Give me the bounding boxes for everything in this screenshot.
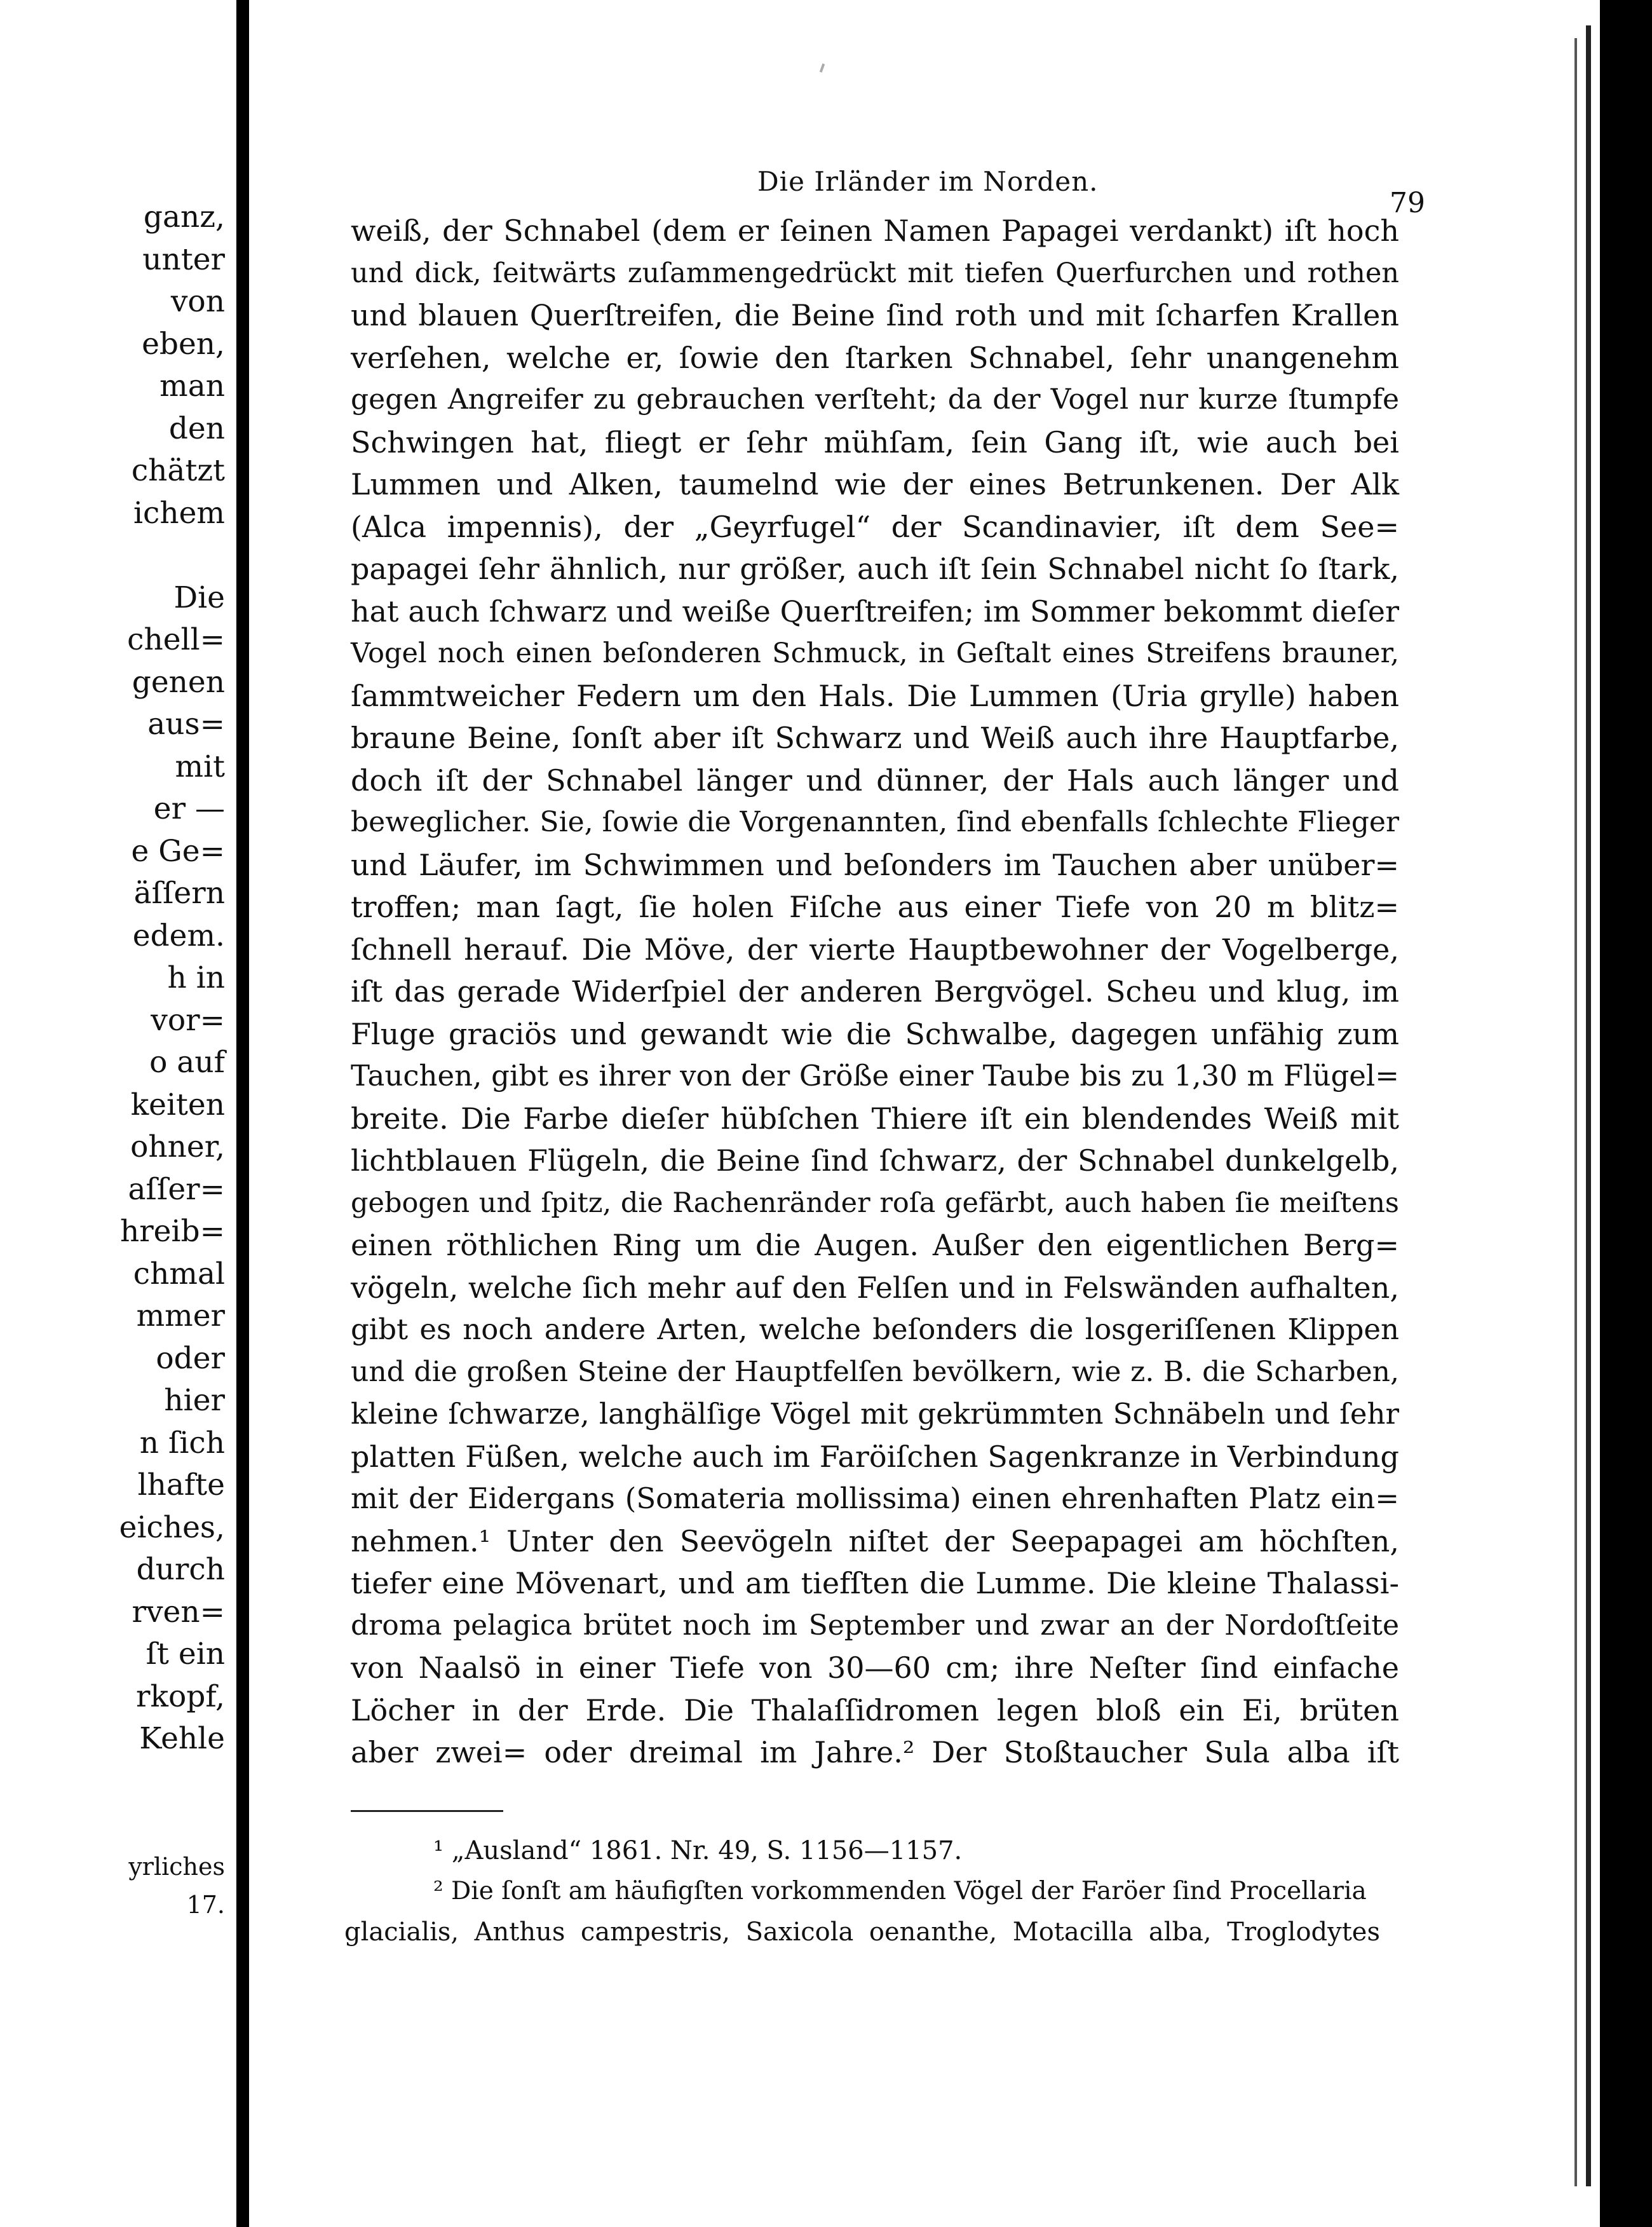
left-page-text-fragment: e Ge= (131, 833, 225, 869)
left-page-text-fragment: durch (136, 1552, 225, 1587)
text-line: Löcher in der Erde. Die Thalaſſidromen legen bloß ein Ei, brüten (351, 1692, 1399, 1727)
left-page-text-fragment: genen (132, 664, 225, 700)
text-line: vögeln, welche ſich mehr auf den Felſen und in Felswänden aufhalten, (351, 1270, 1399, 1305)
text-line: von Naalsö in einer Tiefe von 30—60 cm; ihre Neſter ſind einfache (351, 1651, 1399, 1685)
body-text (351, 210, 1399, 1774)
left-page-text-fragment: lhafte (137, 1468, 225, 1502)
left-facing-page (0, 0, 236, 2227)
text-line: gegen Angreifer zu gebrauchen verſteht; da der Vogel nur kurze ſtumpfe (351, 383, 1399, 416)
page-number: 79 (1390, 187, 1425, 219)
running-head: Die Irländer im Norden. (757, 166, 1099, 197)
left-page-text-fragment: o auf (149, 1045, 225, 1080)
text-line: papagei ſehr ähnlich, nur größer, auch iſt ſein Schnabel nicht ſo ſtark, (351, 552, 1399, 586)
left-page-text-fragment: edem. (132, 918, 225, 953)
left-page-text-fragment: von (170, 284, 225, 319)
text-line: und dick, ſeitwärts zuſammengedrückt mit tiefen Querfurchen und rothen (351, 257, 1399, 289)
text-line: nehmen.¹ Unter den Seevögeln niſtet der Seepapagei am höchſten, (351, 1523, 1399, 1558)
footnotes (344, 1830, 1380, 1952)
left-page-text-fragment: ganz, (143, 200, 225, 235)
text-line: Schwingen hat, fliegt er ſehr mühſam, ſein Gang iſt, wie auch bei (351, 425, 1399, 460)
left-page-text-fragment: ohner, (130, 1129, 225, 1164)
left-page-text-fragment: unter (142, 242, 225, 277)
left-page-text-fragment: äſſern (133, 876, 225, 911)
print-speck (820, 64, 825, 73)
left-page-text-fragment: keiten (130, 1087, 225, 1122)
left-page-text-fragment: hier (164, 1383, 225, 1418)
text-line: braune Beine, ſonſt aber iſt Schwarz und Weiß auch ihre Hauptfarbe, (351, 721, 1399, 755)
page-edge-line (1586, 25, 1591, 2186)
text-line: kleine ſchwarze, langhälſige Vögel mit gekrümmten Schnäbeln und ſehr (351, 1397, 1399, 1431)
left-page-text-fragment: eiches, (119, 1509, 225, 1545)
left-page-footnote-fragment: yrliches (128, 1853, 225, 1881)
text-line: droma pelagica brütet noch im September und zwar an der Nordoſtſeite (351, 1609, 1399, 1642)
text-line: mit der Eidergans (Somateria mollissima) einen ehrenhaften Platz ein= (351, 1481, 1399, 1515)
book-edge (1600, 0, 1652, 2227)
book-page (249, 0, 1574, 2227)
left-page-text-fragment: eben, (142, 326, 225, 362)
footnote-2: ² Die ſonſt am häufigſten vorkommenden Vögel der Faröer ſind Procellaria (433, 1877, 1367, 1905)
footnote-rule (351, 1810, 503, 1812)
left-page-text-fragment: n ſich (139, 1425, 225, 1461)
text-line: ſammtweicher Federn um den Hals. Die Lummen (Uria grylle) haben (351, 678, 1399, 713)
left-page-text-fragment: chell= (127, 622, 225, 657)
text-line: tiefer eine Mövenart, und am tiefſten die Lumme. Die kleine Thalassi- (351, 1566, 1399, 1600)
text-line: Fluge graciös und gewandt wie die Schwalbe, dagegen unfähig zum (351, 1016, 1399, 1051)
text-line: gebogen und ſpitz, die Rachenränder roſa gefärbt, auch haben ſie meiſtens (351, 1187, 1399, 1219)
left-page-footnote-fragment: 17. (186, 1891, 225, 1919)
left-page-text-fragment: chmal (133, 1256, 225, 1291)
text-line: gibt es noch andere Arten, welche beſonders die losgeriſſenen Klippen (351, 1312, 1399, 1346)
left-page-text-fragment: mit (175, 749, 225, 784)
text-line: aber zwei= oder dreimal im Jahre.² Der Stoßtaucher Sula alba iſt (351, 1735, 1399, 1769)
left-page-text-fragment: er — (153, 791, 225, 826)
left-page-text-fragment: oder (156, 1340, 225, 1376)
text-line: Tauchen, gibt es ihrer von der Größe einer Taube bis zu 1,30 m Flügel= (351, 1059, 1399, 1093)
left-page-text-fragment: hreib= (119, 1214, 225, 1249)
page-gutter (236, 0, 249, 2227)
text-line: (Alca impennis), der „Geyrfugel“ der Scandinavier, iſt dem See= (351, 509, 1399, 544)
left-page-text-fragment: Kehle (139, 1721, 225, 1756)
left-page-text-fragment: rven= (132, 1594, 225, 1630)
left-page-text-fragment: aſſer= (128, 1171, 225, 1207)
left-page-text-fragment: man (159, 369, 225, 404)
left-page-text-fragment: den (168, 411, 225, 446)
left-page-text-fragment: rkopf, (136, 1679, 225, 1714)
text-line: ſchnell herauf. Die Möve, der vierte Hauptbewohner der Vogelberge, (351, 932, 1399, 967)
text-line: und die großen Steine der Hauptfelſen bevölkern, wie z. B. die Scharben, (351, 1355, 1399, 1388)
left-page-text-fragment: vor= (151, 1002, 225, 1038)
text-line: und Läufer, im Schwimmen und beſonders im Tauchen aber unüber= (351, 847, 1399, 882)
text-line: verſehen, welche er, ſowie den ſtarken Schnabel, ſehr unangenehm (351, 340, 1399, 375)
text-line: doch iſt der Schnabel länger und dünner, der Hals auch länger und (351, 763, 1399, 798)
footnote-2-continued: glacialis, Anthus campestris, Saxicola oenanthe, Motacilla alba, Troglodytes (344, 1917, 1380, 1947)
left-page-text-fragment: mmer (136, 1298, 225, 1333)
text-line: Vogel noch einen beſonderen Schmuck, in Geſtalt eines Streifens brauner, (351, 637, 1399, 669)
left-page-text-fragment: ichem (133, 495, 225, 531)
text-line: einen röthlichen Ring um die Augen. Außer den eigentlichen Berg= (351, 1228, 1399, 1262)
text-line: troffen; man ſagt, ſie holen Fiſche aus einer Tiefe von 20 m blitz= (351, 890, 1399, 924)
left-page-text-fragment: chätzt (131, 453, 225, 488)
footnote-1: ¹ „Ausland“ 1861. Nr. 49, S. 1156—1157. (433, 1836, 963, 1865)
left-page-text-fragment: aus= (147, 707, 225, 742)
text-line: platten Füßen, welche auch im Faröiſchen Sagenkranze in Verbindung (351, 1439, 1399, 1474)
page-edge-shadow (1574, 38, 1577, 2186)
text-line: weiß, der Schnabel (dem er ſeinen Namen Papagei verdankt) iſt hoch (351, 214, 1399, 248)
left-page-text-fragment: Die (173, 580, 225, 615)
text-line: lichtblauen Flügeln, die Beine ſind ſchwarz, der Schnabel dunkelgelb, (351, 1143, 1399, 1178)
text-line: breite. Die Farbe dieſer hübſchen Thiere iſt ein blendendes Weiß mit (351, 1101, 1399, 1136)
text-line: iſt das gerade Widerſpiel der anderen Bergvögel. Scheu und klug, im (351, 974, 1399, 1009)
text-line: Lummen und Alken, taumelnd wie der eines Betrunkenen. Der Alk (351, 467, 1399, 501)
text-line: und blauen Querſtreifen, die Beine ſind roth und mit ſcharfen Krallen (351, 298, 1399, 332)
text-line: beweglicher. Sie, ſowie die Vorgenannten, ſind ebenfalls ſchlechte Flieger (351, 806, 1399, 838)
text-line: hat auch ſchwarz und weiße Querſtreifen; im Sommer bekommt dieſer (351, 594, 1399, 629)
left-page-text-fragment: ſt ein (146, 1637, 225, 1672)
left-page-text-fragment: h in (167, 960, 225, 995)
